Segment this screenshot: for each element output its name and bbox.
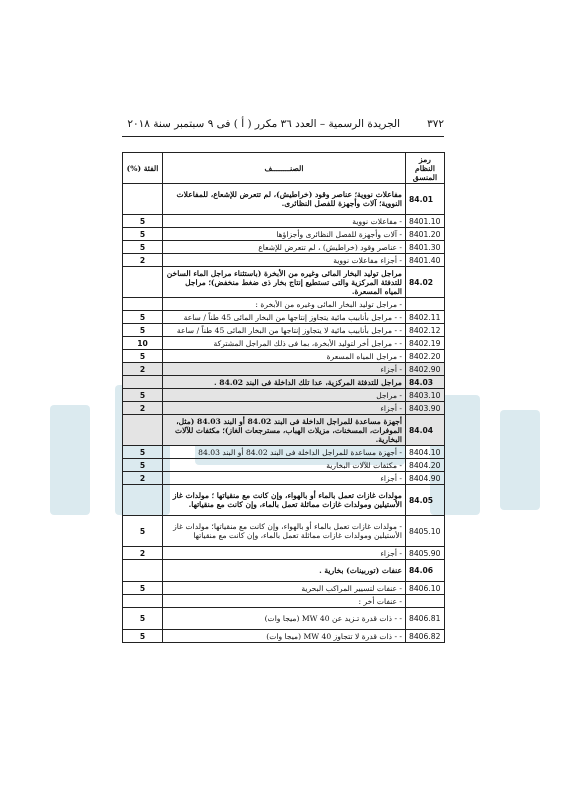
description-cell: - أجهزة مساعدة للمراجل الداخلة فى البند 84.02 أو البند 84.03 — [163, 446, 406, 459]
hs-code-cell: 84.06 — [406, 560, 445, 582]
hs-code-cell: 84.04 — [406, 415, 445, 446]
description-cell: - مراجل — [163, 389, 406, 402]
hs-code-cell: 84.02 — [406, 267, 445, 298]
description-cell: مولدات غازات تعمل بالماء أو بالهواء، وإن كانت مع منقياتها ؛ مولدات غاز الأستيلين ومولدات غازات مماثلة تعمل بالماء، وإن كانت مع منقياتها. — [163, 485, 406, 516]
description-cell: - عنفات لتسيير المراكب البحرية — [163, 582, 406, 595]
rate-cell: 5 — [123, 446, 163, 459]
table-row — [123, 311, 445, 324]
table-row — [123, 485, 445, 516]
rate-cell: 5 — [123, 389, 163, 402]
table-body — [123, 184, 445, 643]
page-header — [122, 118, 444, 134]
table-row — [123, 459, 445, 472]
rate-cell — [123, 184, 163, 215]
hs-code-cell: 8401.40 — [406, 254, 445, 267]
description-cell: - عنفات أخر : — [163, 595, 406, 608]
hs-code-cell: 8401.20 — [406, 228, 445, 241]
rate-cell: 5 — [123, 582, 163, 595]
header-rate: الفئة (%) — [123, 153, 163, 184]
hs-code-cell: 8402.90 — [406, 363, 445, 376]
table-row — [123, 389, 445, 402]
description-cell: - أجزاء — [163, 402, 406, 415]
table-row — [123, 516, 445, 547]
hs-code-cell: 8402.12 — [406, 324, 445, 337]
hs-code-cell: 8402.11 — [406, 311, 445, 324]
description-cell: - عناصر وقود (خراطيش) ، لم تتعرض للإشعاع — [163, 241, 406, 254]
rate-cell: 5 — [123, 228, 163, 241]
description-cell: - أجزاء مفاعلات نووية — [163, 254, 406, 267]
rate-cell: 5 — [123, 608, 163, 630]
description-cell: - مكثفات للآلات البخارية — [163, 459, 406, 472]
hs-code-cell: 8401.30 — [406, 241, 445, 254]
rate-cell — [123, 298, 163, 311]
table-row — [123, 350, 445, 363]
hs-code-cell: 8401.10 — [406, 215, 445, 228]
description-cell: - - مراجل أخر لتوليد الأبخرة، بما فى ذلك المراجل المشتركة — [163, 337, 406, 350]
description-cell: - أجزاء — [163, 363, 406, 376]
gazette-title: الجريدة الرسمية – العدد ٣٦ مكرر ( أ ) فى ٩ سبتمبر سنة ٢٠١٨ — [127, 118, 400, 130]
rate-cell: 5 — [123, 630, 163, 643]
description-cell: - - مراجل بأنابيب مائية لا يتجاوز إنتاجها من البخار المائى 45 طناً / ساعة — [163, 324, 406, 337]
rate-cell: 2 — [123, 363, 163, 376]
rate-cell: 5 — [123, 324, 163, 337]
table-header-row — [123, 153, 445, 184]
description-cell: - أجزاء — [163, 547, 406, 560]
hs-code-cell: 8404.20 — [406, 459, 445, 472]
hs-code-cell: 8403.10 — [406, 389, 445, 402]
table-row — [123, 595, 445, 608]
header-divider — [122, 136, 444, 137]
rate-cell — [123, 267, 163, 298]
rate-cell — [123, 376, 163, 389]
hs-code-cell — [406, 298, 445, 311]
description-cell: - مراجل المياه المسعرة — [163, 350, 406, 363]
description-cell: أجهزة مساعدة للمراجل الداخلة فى البند 84.02 أو البند 84.03 (مثل، الموفرات، المسخنات، مزيلات الهباب، مسترجعات الغاز)؛ مكثفات للآلات البخارية. — [163, 415, 406, 446]
description-cell: - مولدات غازات تعمل بالماء أو بالهواء، وإن كانت مع منقياتها؛ مولدات غاز الأستيلين ومولدات غازات مماثلة تعمل بالماء، وإن كانت مع منقياتها — [163, 516, 406, 547]
description-cell: - - مراجل بأنابيب مائية يتجاوز إنتاجها من البخار المائى 45 طناً / ساعة — [163, 311, 406, 324]
hs-code-cell: 84.01 — [406, 184, 445, 215]
rate-cell: 5 — [123, 215, 163, 228]
table-row — [123, 228, 445, 241]
hs-code-cell: 8406.10 — [406, 582, 445, 595]
rate-cell — [123, 415, 163, 446]
hs-code-cell: 8405.10 — [406, 516, 445, 547]
hs-code-cell: 8405.90 — [406, 547, 445, 560]
rate-cell: 2 — [123, 254, 163, 267]
rate-cell: 2 — [123, 472, 163, 485]
table-row — [123, 298, 445, 311]
header-code: رمز النظام المنسق — [406, 153, 445, 184]
hs-code-cell — [406, 595, 445, 608]
rate-cell: 2 — [123, 547, 163, 560]
header-description: الصنــــــــف — [163, 153, 406, 184]
description-cell: - - ذات قدرة لا تتجاوز 40 MW (ميجا وات) — [163, 630, 406, 643]
table-row — [123, 184, 445, 215]
table-row — [123, 415, 445, 446]
hs-code-cell: 8406.82 — [406, 630, 445, 643]
table-row — [123, 254, 445, 267]
description-cell: مفاعلات نووية؛ عناصر وقود (خراطيش)، لم تتعرض للإشعاع، للمفاعلات النووية؛ آلات وأجهزة للفصل النظائرى. — [163, 184, 406, 215]
tariff-table — [122, 152, 445, 643]
hs-code-cell: 84.05 — [406, 485, 445, 516]
rate-cell — [123, 595, 163, 608]
rate-cell: 2 — [123, 402, 163, 415]
hs-code-cell: 8402.19 — [406, 337, 445, 350]
hs-code-cell: 8404.10 — [406, 446, 445, 459]
hs-code-cell: 8404.90 — [406, 472, 445, 485]
table-row — [123, 337, 445, 350]
description-cell: - مراجل توليد البخار المائى وغيره من الأبخرة : — [163, 298, 406, 311]
rate-cell: 5 — [123, 311, 163, 324]
table-row — [123, 472, 445, 485]
table-row — [123, 241, 445, 254]
description-cell: - أجزاء — [163, 472, 406, 485]
rate-cell — [123, 485, 163, 516]
table-row — [123, 267, 445, 298]
table-row — [123, 582, 445, 595]
table-row — [123, 215, 445, 228]
rate-cell: 5 — [123, 459, 163, 472]
table-row — [123, 376, 445, 389]
description-cell: عنفات (توربينات) بخارية . — [163, 560, 406, 582]
hs-code-cell: 8402.20 — [406, 350, 445, 363]
table-row — [123, 324, 445, 337]
hs-code-cell: 8406.81 — [406, 608, 445, 630]
description-cell: - مفاعلات نووية — [163, 215, 406, 228]
description-cell: مراجل للتدفئة المركزية، عدا تلك الداخلة فى البند 84.02 . — [163, 376, 406, 389]
rate-cell: 5 — [123, 516, 163, 547]
rate-cell: 10 — [123, 337, 163, 350]
rate-cell: 5 — [123, 350, 163, 363]
rate-cell: 5 — [123, 241, 163, 254]
description-cell: مراجل توليد البخار المائى وغيره من الأبخرة (باستثناء مراجل الماء الساخن للتدفئة المركزية والتى تستطيع إنتاج بخار ذى ضغط منخفض)؛ مراجل المياه المسعرة. — [163, 267, 406, 298]
hs-code-cell: 84.03 — [406, 376, 445, 389]
description-cell: - آلات وأجهزة للفصل النظائرى وأجزاؤها — [163, 228, 406, 241]
page-number: ٣٧٢ — [427, 118, 444, 130]
table-row — [123, 608, 445, 630]
rate-cell — [123, 560, 163, 582]
description-cell: - - ذات قدرة تـزيد عن 40 MW (ميجا وات) — [163, 608, 406, 630]
table-row — [123, 560, 445, 582]
hs-code-cell: 8403.90 — [406, 402, 445, 415]
table-row — [123, 402, 445, 415]
table-row — [123, 630, 445, 643]
table-row — [123, 363, 445, 376]
table-row — [123, 446, 445, 459]
table-row — [123, 547, 445, 560]
